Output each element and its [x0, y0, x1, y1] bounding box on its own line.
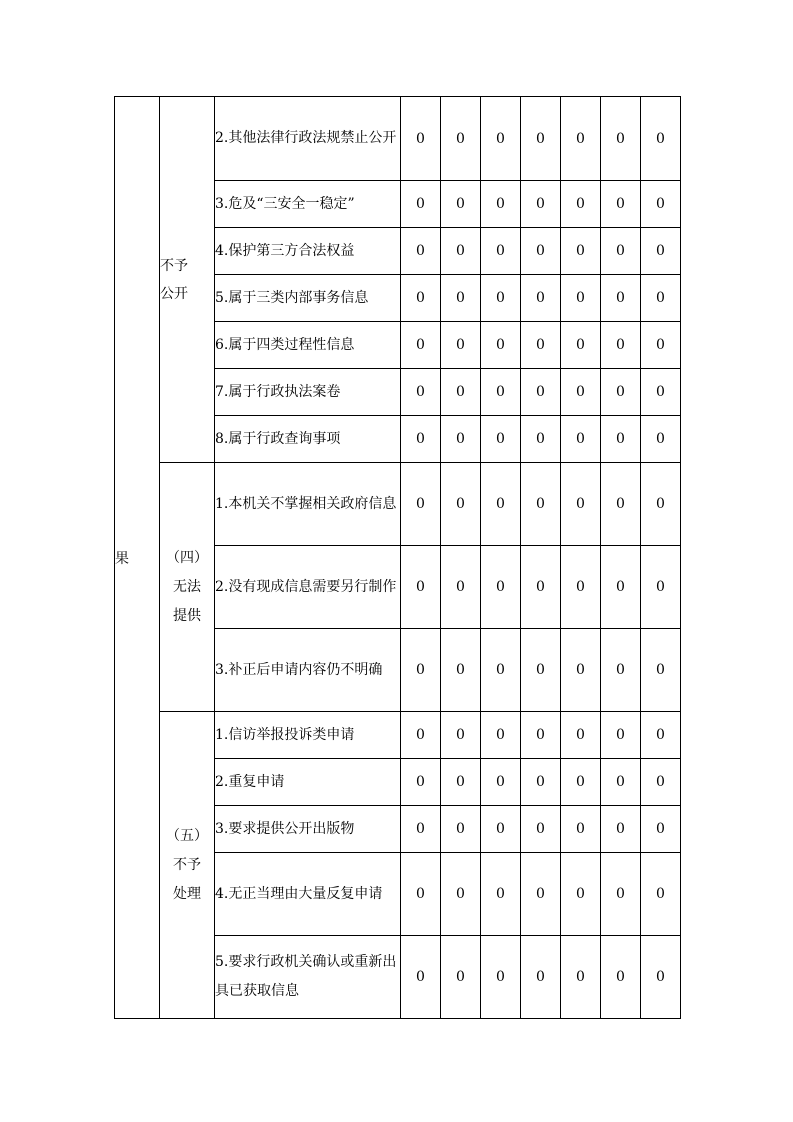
- count-cell: 0: [641, 463, 681, 546]
- count-cell: 0: [561, 629, 601, 712]
- group-label-line: 无法: [173, 578, 201, 595]
- count-cell: 0: [441, 546, 481, 629]
- count-cell: 0: [521, 322, 561, 369]
- group-label-line: （五）: [166, 827, 208, 844]
- count-cell: 0: [561, 853, 601, 936]
- count-cell: 0: [481, 629, 521, 712]
- count-cell: 0: [601, 759, 641, 806]
- count-cell: 0: [561, 463, 601, 546]
- item-label: 6.属于四类过程性信息: [215, 322, 401, 369]
- count-cell: 0: [441, 322, 481, 369]
- count-cell: 0: [481, 275, 521, 322]
- count-cell: 0: [481, 181, 521, 228]
- item-label: 4.无正当理由大量反复申请: [215, 853, 401, 936]
- count-cell: 0: [601, 322, 641, 369]
- disclosure-results-table: [114, 96, 681, 1019]
- group-label-line: 公开: [160, 285, 188, 302]
- count-cell: 0: [441, 369, 481, 416]
- count-cell: 0: [441, 463, 481, 546]
- count-cell: 0: [521, 181, 561, 228]
- count-cell: 0: [401, 806, 441, 853]
- item-label: 8.属于行政查询事项: [215, 416, 401, 463]
- group-label-line: 不予: [160, 257, 188, 274]
- count-cell: 0: [401, 463, 441, 546]
- count-cell: 0: [601, 228, 641, 275]
- count-cell: 0: [481, 416, 521, 463]
- count-cell: 0: [521, 853, 561, 936]
- count-cell: 0: [441, 275, 481, 322]
- item-label: 2.重复申请: [215, 759, 401, 806]
- count-cell: 0: [481, 546, 521, 629]
- count-cell: 0: [481, 936, 521, 1019]
- count-cell: 0: [561, 97, 601, 181]
- count-cell: 0: [481, 369, 521, 416]
- count-cell: 0: [401, 936, 441, 1019]
- count-cell: 0: [561, 369, 601, 416]
- count-cell: 0: [481, 97, 521, 181]
- count-cell: 0: [441, 228, 481, 275]
- count-cell: 0: [521, 629, 561, 712]
- count-cell: 0: [521, 936, 561, 1019]
- count-cell: 0: [441, 853, 481, 936]
- count-cell: 0: [601, 806, 641, 853]
- count-cell: 0: [401, 322, 441, 369]
- count-cell: 0: [401, 853, 441, 936]
- count-cell: 0: [561, 275, 601, 322]
- count-cell: 0: [481, 853, 521, 936]
- count-cell: 0: [601, 629, 641, 712]
- count-cell: 0: [641, 936, 681, 1019]
- count-cell: 0: [561, 416, 601, 463]
- table-row: [115, 463, 681, 546]
- count-cell: 0: [441, 416, 481, 463]
- item-label: 2.其他法律行政法规禁止公开: [215, 97, 401, 181]
- count-cell: 0: [401, 416, 441, 463]
- group-label-line: 提供: [173, 607, 201, 624]
- count-cell: 0: [401, 97, 441, 181]
- count-cell: 0: [401, 759, 441, 806]
- item-label: 4.保护第三方合法权益: [215, 228, 401, 275]
- item-label: 1.信访举报投诉类申请: [215, 712, 401, 759]
- count-cell: 0: [441, 629, 481, 712]
- count-cell: 0: [401, 181, 441, 228]
- count-cell: 0: [601, 712, 641, 759]
- count-cell: 0: [481, 806, 521, 853]
- count-cell: 0: [521, 463, 561, 546]
- group-label-cell: [160, 463, 215, 712]
- count-cell: 0: [601, 463, 641, 546]
- item-label: 5.要求行政机关确认或重新出具已获取信息: [215, 936, 401, 1019]
- count-cell: 0: [641, 322, 681, 369]
- count-cell: 0: [521, 806, 561, 853]
- count-cell: 0: [601, 936, 641, 1019]
- count-cell: 0: [601, 97, 641, 181]
- count-cell: 0: [441, 712, 481, 759]
- count-cell: 0: [401, 369, 441, 416]
- category-cell: 果: [115, 97, 160, 1019]
- item-label: 1.本机关不掌握相关政府信息: [215, 463, 401, 546]
- count-cell: 0: [601, 546, 641, 629]
- count-cell: 0: [641, 275, 681, 322]
- count-cell: 0: [481, 228, 521, 275]
- count-cell: 0: [401, 629, 441, 712]
- group-label-line: 处理: [173, 885, 201, 902]
- count-cell: 0: [401, 546, 441, 629]
- item-label: 3.补正后申请内容仍不明确: [215, 629, 401, 712]
- count-cell: 0: [641, 853, 681, 936]
- count-cell: 0: [481, 759, 521, 806]
- count-cell: 0: [641, 369, 681, 416]
- count-cell: 0: [521, 97, 561, 181]
- count-cell: 0: [481, 322, 521, 369]
- count-cell: 0: [641, 806, 681, 853]
- count-cell: 0: [401, 275, 441, 322]
- count-cell: 0: [521, 275, 561, 322]
- count-cell: 0: [521, 416, 561, 463]
- count-cell: 0: [441, 806, 481, 853]
- group-label-cell: [160, 97, 215, 463]
- count-cell: 0: [521, 546, 561, 629]
- count-cell: 0: [561, 546, 601, 629]
- group-label-cell: [160, 712, 215, 1019]
- table-row: [115, 712, 681, 759]
- count-cell: 0: [441, 759, 481, 806]
- count-cell: 0: [521, 712, 561, 759]
- count-cell: 0: [601, 416, 641, 463]
- count-cell: 0: [401, 228, 441, 275]
- count-cell: 0: [441, 97, 481, 181]
- count-cell: 0: [601, 275, 641, 322]
- count-cell: 0: [641, 416, 681, 463]
- count-cell: 0: [641, 712, 681, 759]
- table-row: [115, 97, 681, 181]
- count-cell: 0: [481, 463, 521, 546]
- group-label-line: 不予: [173, 856, 201, 873]
- item-label: 2.没有现成信息需要另行制作: [215, 546, 401, 629]
- count-cell: 0: [561, 181, 601, 228]
- count-cell: 0: [601, 181, 641, 228]
- item-label: 5.属于三类内部事务信息: [215, 275, 401, 322]
- count-cell: 0: [561, 936, 601, 1019]
- count-cell: 0: [441, 181, 481, 228]
- group-label-line: （四）: [166, 549, 208, 566]
- count-cell: 0: [641, 228, 681, 275]
- count-cell: 0: [561, 712, 601, 759]
- count-cell: 0: [481, 712, 521, 759]
- count-cell: 0: [441, 936, 481, 1019]
- count-cell: 0: [601, 369, 641, 416]
- count-cell: 0: [521, 228, 561, 275]
- count-cell: 0: [641, 629, 681, 712]
- count-cell: 0: [521, 759, 561, 806]
- count-cell: 0: [561, 322, 601, 369]
- item-label: 7.属于行政执法案卷: [215, 369, 401, 416]
- count-cell: 0: [521, 369, 561, 416]
- item-label: 3.要求提供公开出版物: [215, 806, 401, 853]
- count-cell: 0: [561, 228, 601, 275]
- count-cell: 0: [561, 806, 601, 853]
- item-label: 3.危及“三安全一稳定”: [215, 181, 401, 228]
- count-cell: 0: [401, 712, 441, 759]
- count-cell: 0: [641, 759, 681, 806]
- count-cell: 0: [641, 97, 681, 181]
- count-cell: 0: [561, 759, 601, 806]
- count-cell: 0: [601, 853, 641, 936]
- count-cell: 0: [641, 181, 681, 228]
- count-cell: 0: [641, 546, 681, 629]
